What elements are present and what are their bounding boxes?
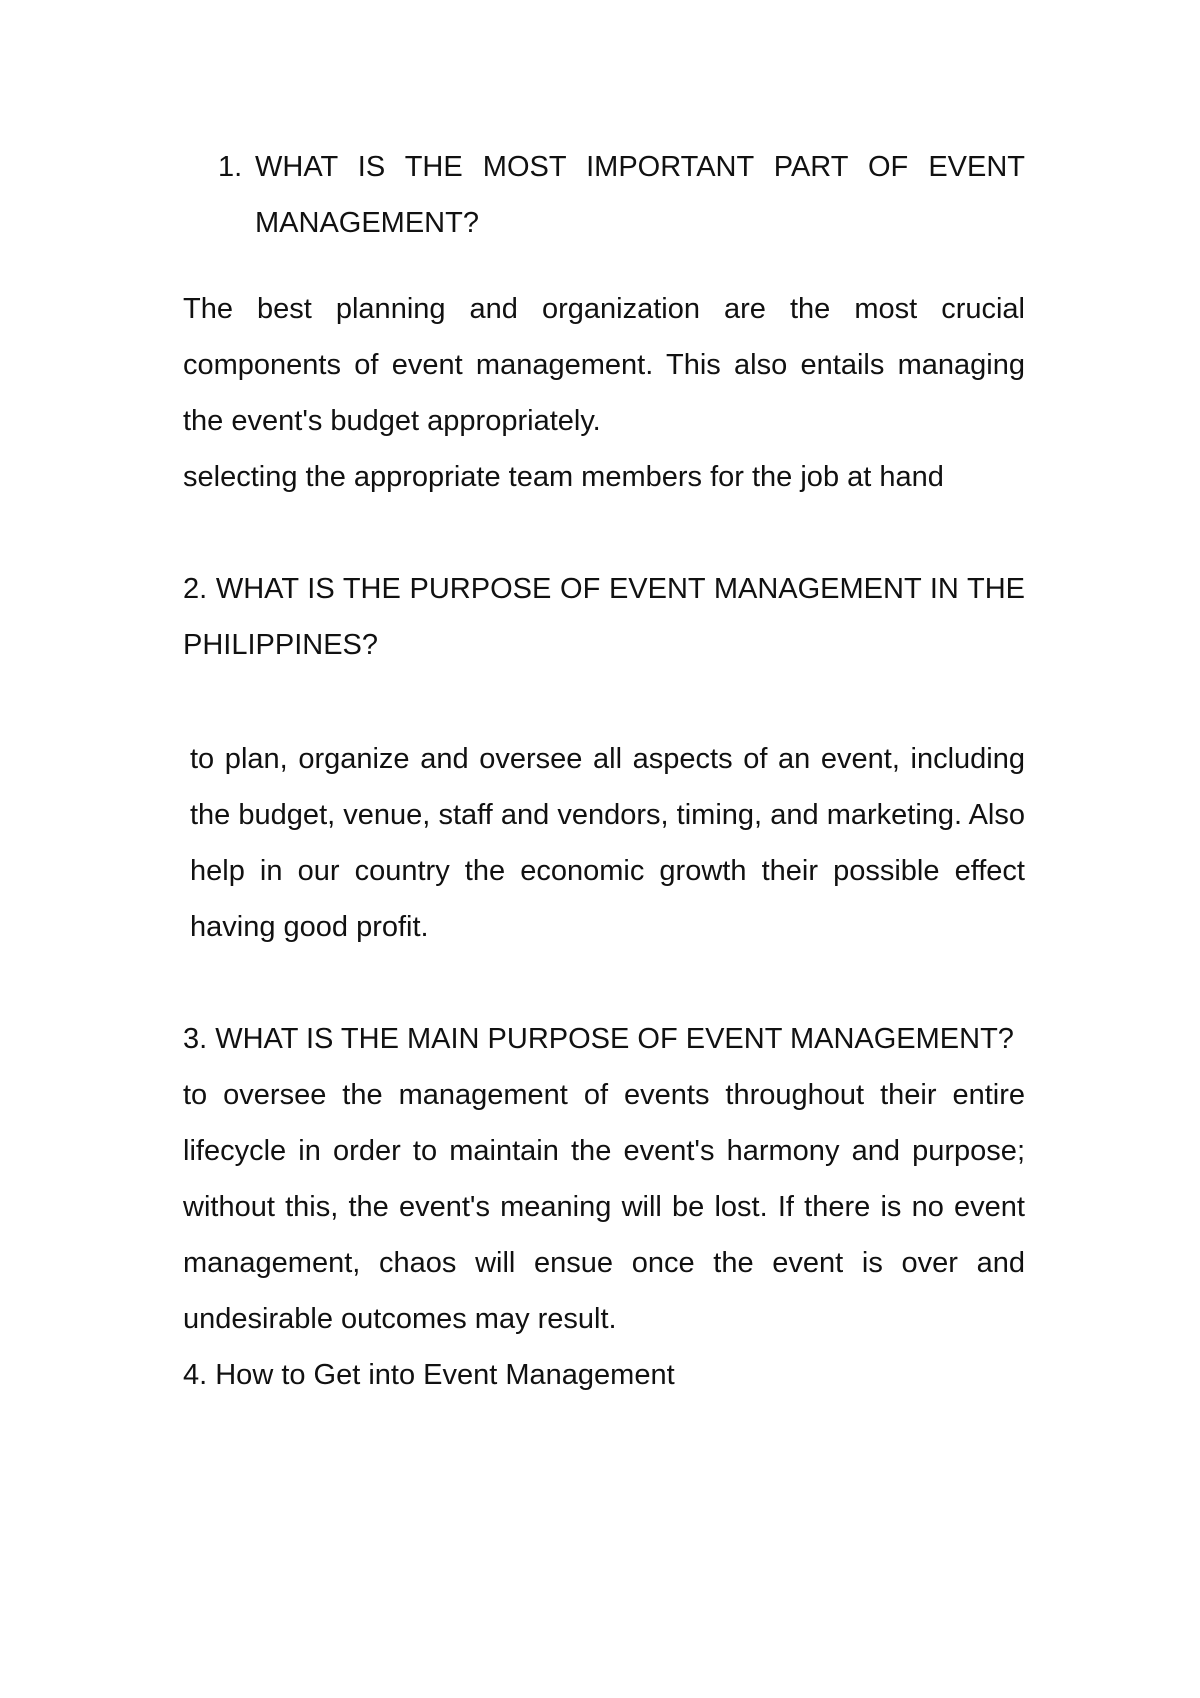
question-1-number: 1. <box>218 151 243 183</box>
answer-1-paragraph-2: selecting the appropriate team members for the job at hand <box>183 461 944 493</box>
question-1 <box>183 139 1025 251</box>
answer-2-paragraph: to plan, organize and oversee all aspects of an event, including the budget, venue, staff and vendors, timing, and marketing. Also help in our country the economic growth their possible effect having good profit. <box>190 743 1025 943</box>
question-4-text: 4. How to Get into Event Management <box>183 1359 675 1391</box>
question-1-text: WHAT IS THE MOST IMPORTANT PART OF EVENT MANAGEMENT? <box>255 151 1025 239</box>
spacer <box>183 251 1025 281</box>
spacer <box>183 505 1025 561</box>
answer-3-paragraph: to oversee the management of events throughout their entire lifecycle in order to maintain the event's harmony and purpose; without this, the event's meaning will be lost. If there is no event management, chaos will ensue once the event is over and undesirable outcomes may result. <box>183 1079 1025 1335</box>
document-body <box>183 139 1025 1403</box>
question-2-text: 2. WHAT IS THE PURPOSE OF EVENT MANAGEMENT IN THE PHILIPPINES? <box>183 573 1025 661</box>
spacer <box>183 673 1025 731</box>
answer-1-paragraph: The best planning and organization are the most crucial components of event management. This also entails managing the event's budget appropriately. <box>183 293 1025 437</box>
question-3-text: 3. WHAT IS THE MAIN PURPOSE OF EVENT MANAGEMENT? <box>183 1023 1014 1055</box>
spacer <box>183 955 1025 1011</box>
